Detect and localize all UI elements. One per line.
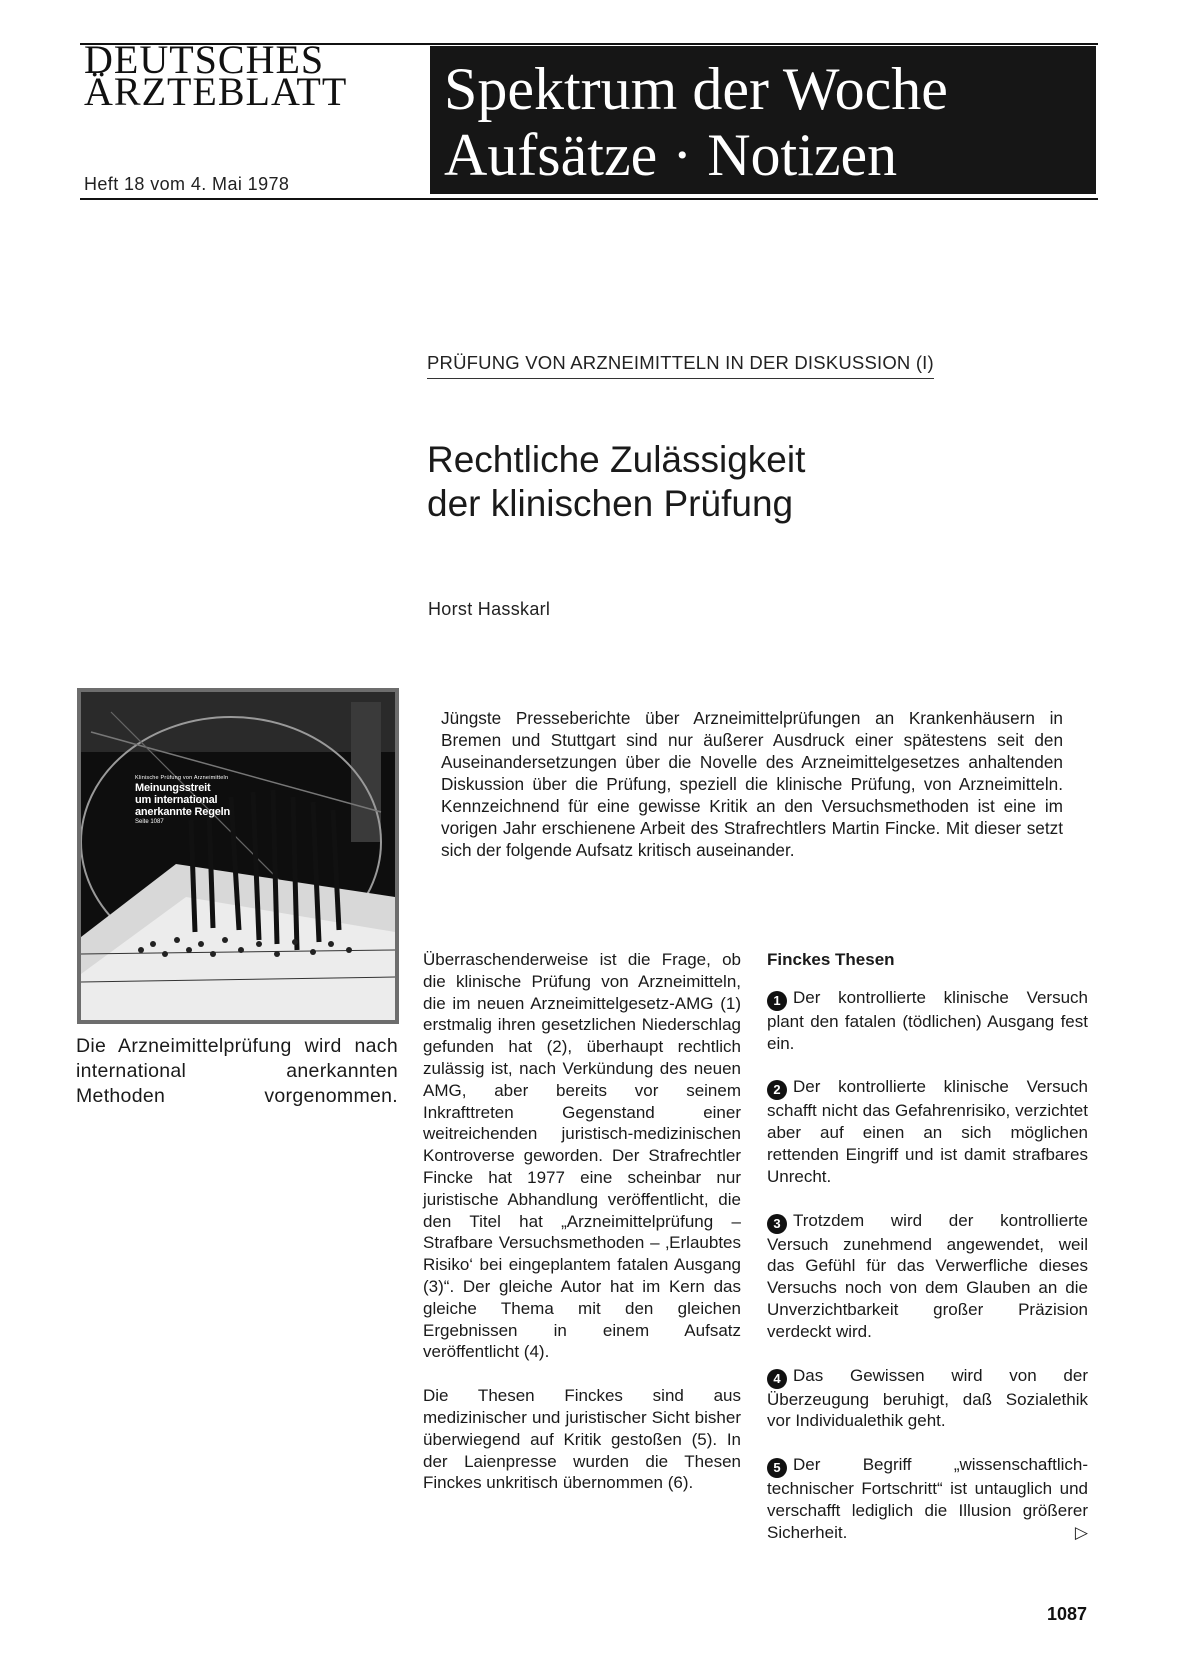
photo-overlay-small: Klinische Prüfung von Arzneimitteln [135, 775, 229, 781]
thesis-text: Der kontrollierte klinische Versuch schafft nicht das Gefahrenrisiko, verzichtet aber auf einen an sich möglichen rettenden Eingriff und ist damit strafbares Unrecht. [767, 1077, 1088, 1186]
paragraph-gap [423, 1363, 741, 1385]
body-column-middle [423, 949, 741, 1494]
article-photo [77, 688, 399, 1024]
thesis-number-badge: 4 [767, 1369, 787, 1389]
banner-line2: Aufsätze · Notizen [444, 122, 898, 188]
article-title-line2: der klinischen Prüfung [427, 483, 794, 524]
thesis-number-badge: 2 [767, 1080, 787, 1100]
thesis-item [767, 987, 1088, 1055]
article-author: Horst Hasskarl [428, 599, 551, 619]
article-title [427, 438, 805, 526]
thesis-number-badge: 3 [767, 1214, 787, 1234]
photo-caption: Die Arzneimittelprüfung wird nach international anerkannten Methoden vorgenommen. [76, 1035, 398, 1107]
article-lead: Jüngste Presseberichte über Arzneimittelprüfungen an Krankenhäusern in Bremen und Stuttgart sind nur äußerer Ausdruck einer spätestens seit den Auseinandersetzungen über die Novelle des Arzneimittelgesetzes anhaltenden Diskussion über die Prüfung, speziell die klinische Prüfung, von Arzneimitteln. Kennzeichnend für eine gewisse Kritik an den Versuchsmethoden ist eine im vorigen Jahr erschienene Arbeit des Strafrechtlers Martin Fincke. Mit dieser setzt sich der folgende Aufsatz kritisch auseinander. [441, 708, 1063, 860]
thesis-text: Der kontrollierte klinische Versuch plant den fatalen (tödlichen) Ausgang fest ein. [767, 987, 1088, 1053]
publication-title-line2: ÄRZTEBLATT [84, 69, 348, 114]
photo-overlay-text [135, 774, 230, 826]
article-kicker: PRÜFUNG VON ARZNEIMITTELN IN DER DISKUSSION (I) [427, 352, 934, 379]
thesis-item [767, 1365, 1088, 1433]
masthead-bottom-rule [80, 198, 1098, 200]
thesis-item [767, 1454, 1088, 1543]
photo-overlay-ref: Seite 1087 [135, 819, 164, 825]
thesis-number-badge: 1 [767, 991, 787, 1011]
thesis-number-badge: 5 [767, 1458, 787, 1478]
section-banner [430, 46, 1096, 194]
continue-arrow-icon: ▷ [1074, 1522, 1088, 1542]
body-paragraph: Überraschenderweise ist die Frage, ob die klinische Prüfung von Arzneimitteln, die im neuen Arzneimittelgesetz-AMG (1) erstmalig ihren gesetzlichen Niederschlag gefunden hat (2), überhaupt rechtlich zulässig ist, nach Verkündung des neuen AMG, aber bereits vor seinem Inkrafttreten Gegenstand einer weitreichenden juristisch-medizinischen Kontroverse geworden. Der Strafrechtler Fincke hat 1977 eine scheinbar nur juristische Abhandlung veröffentlicht, die den Titel hat „Arzneimittelprüfung – Strafbare Versuchsmethoden – ‚Erlaubtes Risiko‘ bei eingeplantem fatalen Ausgang (3)“. Der gleiche Autor hat im Kern das gleiche Thema mit den gleichen Ergebnissen in einem Aufsatz veröffentlicht (4). [423, 950, 741, 1362]
thesis-item [767, 1210, 1088, 1343]
thesis-text: Der Begriff „wissenschaftlich-technischer Fortschritt“ ist untauglich und verschafft lediglich die Illusion größerer Sicherheit. [767, 1455, 1088, 1542]
publication-title-line1: DEUTSCHES [84, 37, 325, 82]
publication-title [84, 37, 348, 114]
photo-overlay-line2: um international [135, 794, 218, 806]
article-title-line1: Rechtliche Zulässigkeit [427, 439, 806, 480]
theses-heading: Finckes Thesen [767, 950, 895, 969]
page-number: 1087 [1047, 1604, 1088, 1624]
issue-line: Heft 18 vom 4. Mai 1978 [84, 174, 290, 194]
photo-overlay-line3: anerkannte Regeln [135, 806, 231, 818]
banner-line1: Spektrum der Woche [444, 56, 948, 122]
photo-overlay-line1: Meinungsstreit [135, 782, 211, 794]
thesis-item [767, 1076, 1088, 1187]
body-paragraph: Die Thesen Finckes sind aus medizinischer und juristischer Sicht bisher überwiegend auf Kritik gestoßen (5). In der Laienpresse wurden die Thesen Finckes unkritisch übernommen (6). [423, 1386, 741, 1493]
thesis-text: Trotzdem wird der kontrollierte Versuch zunehmend angewendet, weil das Gefühl für das Verwerfliche dieses Versuchs noch von dem Glauben an die Unverzichtbarkeit großer Präzision verdeckt wird. [767, 1210, 1088, 1341]
body-column-right [767, 949, 1088, 1566]
photo-illustration [81, 692, 395, 1020]
thesis-text: Das Gewissen wird von der Überzeugung beruhigt, daß Sozialethik vor Individualethik geht. [767, 1365, 1088, 1431]
